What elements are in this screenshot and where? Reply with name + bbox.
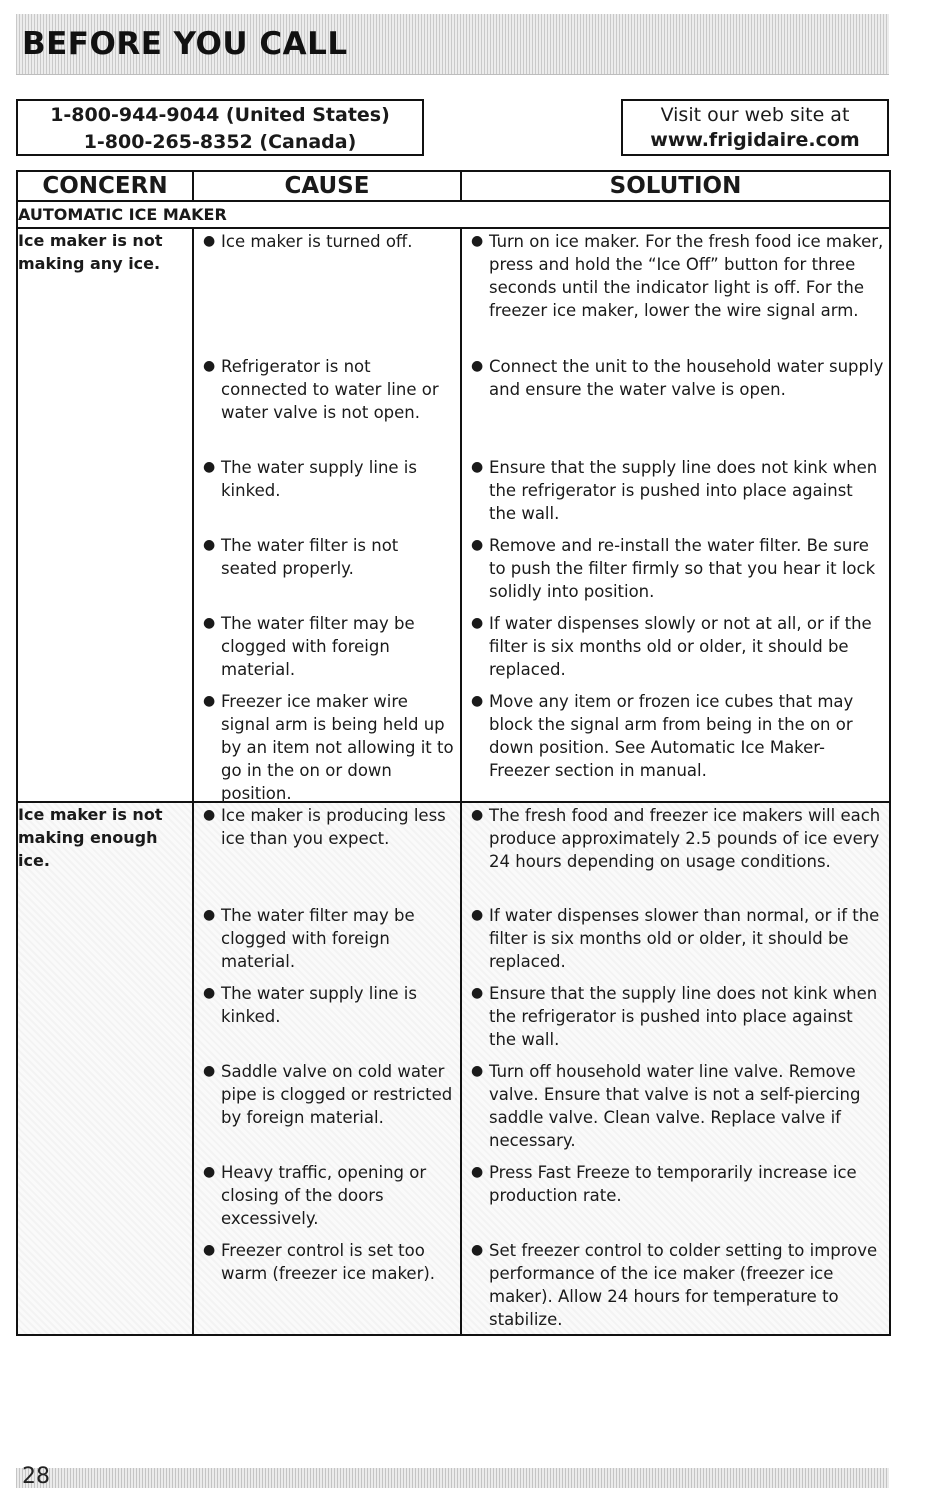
website-box: [621, 99, 889, 156]
solution-item: [462, 355, 889, 456]
solution-item: [462, 534, 889, 612]
bullet-icon: ●: [471, 693, 484, 709]
solution-cell: [461, 802, 890, 1335]
bullet-icon: ●: [203, 693, 216, 709]
bullet-icon: ●: [203, 1242, 216, 1258]
cause-text: The water supply line is kinked.: [221, 984, 417, 1026]
cause-text: Freezer control is set too warm (freezer ice maker).: [221, 1241, 436, 1283]
solution-text: If water dispenses slowly or not at all, or if the filter is six months old or older, it should be replaced.: [489, 614, 872, 679]
cause-item: [194, 355, 460, 456]
troubleshooting-table: [16, 170, 891, 1336]
cause-text: The water filter may be clogged with foreign material.: [221, 906, 415, 971]
cause-item: [194, 1060, 460, 1161]
bullet-icon: ●: [471, 1242, 484, 1258]
concern-cell: Ice maker is not making any ice.: [17, 228, 193, 802]
cause-item: [194, 229, 460, 355]
concern-group-row: [17, 228, 890, 802]
column-header-concern: CONCERN: [17, 171, 193, 201]
solution-text: If water dispenses slower than normal, or if the filter is six months old or older, it should be replaced.: [489, 906, 880, 971]
solution-item: [462, 1239, 889, 1334]
bullet-icon: ●: [471, 985, 484, 1001]
table-header-row: [17, 171, 890, 201]
bullet-icon: ●: [203, 1063, 216, 1079]
bullet-icon: ●: [471, 358, 484, 374]
cause-text: Heavy traffic, opening or closing of the doors excessively.: [221, 1163, 427, 1228]
cause-text: The water filter is not seated properly.: [221, 536, 399, 578]
solution-text: Turn on ice maker. For the fresh food ice maker, press and hold the “Ice Off” button for three seconds until the indicator light is off. For the freezer ice maker, lower the wire signal arm.: [489, 232, 884, 320]
solution-cell: [461, 228, 890, 802]
section-title: AUTOMATIC ICE MAKER: [17, 201, 890, 228]
solution-item: [462, 612, 889, 690]
cause-text: Refrigerator is not connected to water line or water valve is not open.: [221, 357, 439, 422]
solution-text: Move any item or frozen ice cubes that may block the signal arm from being in the on or down position. See Automatic Ice Maker-Freezer section in manual.: [489, 692, 854, 780]
bullet-icon: ●: [471, 459, 484, 475]
column-header-cause: CAUSE: [193, 171, 461, 201]
bullet-icon: ●: [203, 807, 216, 823]
bullet-icon: ●: [471, 233, 484, 249]
bullet-icon: ●: [203, 537, 216, 553]
cause-item: [194, 982, 460, 1060]
solution-text: Set freezer control to colder setting to improve performance of the ice maker (freezer ice maker). Allow 24 hours for temperature to stabilize.: [489, 1241, 878, 1329]
solution-item: [462, 1161, 889, 1239]
bullet-icon: ●: [203, 233, 216, 249]
bullet-icon: ●: [471, 537, 484, 553]
cause-cell: [193, 228, 461, 802]
cause-text: Ice maker is producing less ice than you expect.: [221, 806, 446, 848]
bullet-icon: ●: [203, 1164, 216, 1180]
bullet-icon: ●: [203, 358, 216, 374]
cause-cell: [193, 802, 461, 1335]
bullet-icon: ●: [471, 615, 484, 631]
cause-text: The water supply line is kinked.: [221, 458, 417, 500]
solution-text: Press Fast Freeze to temporarily increase ice production rate.: [489, 1163, 857, 1205]
cause-item: [194, 690, 460, 801]
page-number: 28: [22, 1464, 50, 1489]
cause-item: [194, 534, 460, 612]
solution-item: [462, 803, 889, 904]
cause-text: The water filter may be clogged with foreign material.: [221, 614, 415, 679]
cause-item: [194, 904, 460, 982]
cause-item: [194, 1161, 460, 1239]
solution-text: Remove and re-install the water filter. Be sure to push the filter firmly so that you hear it lock solidly into position.: [489, 536, 876, 601]
bullet-icon: ●: [471, 907, 484, 923]
cause-item: [194, 612, 460, 690]
header-banner: [16, 14, 889, 75]
page-title: BEFORE YOU CALL: [22, 26, 348, 62]
solution-text: Ensure that the supply line does not kink when the refrigerator is pushed into place against the wall.: [489, 458, 878, 523]
cause-text: Freezer ice maker wire signal arm is being held up by an item not allowing it to go in the on or down position.: [221, 692, 454, 803]
bullet-icon: ●: [471, 807, 484, 823]
solution-text: The fresh food and freezer ice makers will each produce approximately 2.5 pounds of ice every 24 hours depending on usage conditions.: [489, 806, 881, 871]
solution-text: Connect the unit to the household water supply and ensure the water valve is open.: [489, 357, 884, 399]
solution-item: [462, 456, 889, 534]
solution-item: [462, 904, 889, 982]
cause-text: Ice maker is turned off.: [221, 232, 413, 251]
bullet-icon: ●: [203, 907, 216, 923]
phone-numbers-box: [16, 99, 424, 156]
website-label: Visit our web site at: [660, 104, 850, 126]
footer-bar: [16, 1468, 889, 1488]
column-header-solution: SOLUTION: [461, 171, 890, 201]
solution-item: [462, 982, 889, 1060]
solution-item: [462, 1060, 889, 1161]
phone-us: 1-800-944-9044 (United States): [50, 104, 390, 126]
bullet-icon: ●: [471, 1063, 484, 1079]
bullet-icon: ●: [203, 985, 216, 1001]
solution-text: Turn off household water line valve. Remove valve. Ensure that valve is not a self-piercing saddle valve. Clean valve. Replace valve if necessary.: [489, 1062, 861, 1150]
solution-item: [462, 690, 889, 801]
cause-item: [194, 456, 460, 534]
phone-canada: 1-800-265-8352 (Canada): [83, 131, 357, 153]
bullet-icon: ●: [471, 1164, 484, 1180]
solution-text: Ensure that the supply line does not kink when the refrigerator is pushed into place against the wall.: [489, 984, 878, 1049]
bullet-icon: ●: [203, 459, 216, 475]
website-url: www.frigidaire.com: [650, 129, 860, 151]
cause-item: [194, 1239, 460, 1334]
section-row: [17, 201, 890, 228]
concern-group-row: [17, 802, 890, 1335]
bullet-icon: ●: [203, 615, 216, 631]
cause-item: [194, 803, 460, 904]
concern-cell: Ice maker is not making enough ice.: [17, 802, 193, 1335]
solution-item: [462, 229, 889, 355]
cause-text: Saddle valve on cold water pipe is clogged or restricted by foreign material.: [221, 1062, 453, 1127]
